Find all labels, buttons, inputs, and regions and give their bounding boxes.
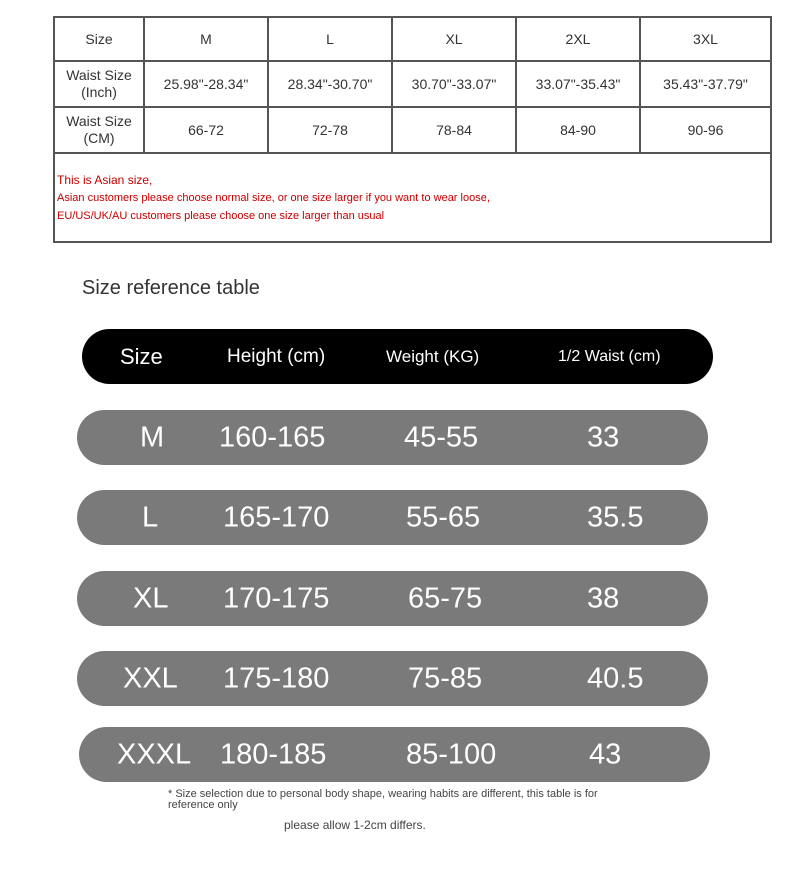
- table-cell: 25.98"-28.34": [144, 61, 268, 107]
- row-size: XL: [133, 582, 169, 614]
- table-cell: 78-84: [392, 107, 516, 153]
- row-waist: 43: [589, 738, 622, 770]
- reference-row: [79, 727, 710, 782]
- header-waist: 1/2 Waist (cm): [558, 347, 661, 365]
- row-waist: 33: [587, 421, 620, 453]
- row-weight: 65-75: [408, 582, 483, 614]
- row-waist: 38: [587, 582, 620, 614]
- row-weight: 55-65: [406, 501, 481, 533]
- row-label-line: (CM): [83, 130, 115, 146]
- header-cell: 3XL: [640, 17, 771, 61]
- size-chart-table: [53, 16, 772, 243]
- reference-row: [77, 571, 708, 626]
- row-size: M: [140, 421, 165, 453]
- row-height: 160-165: [219, 421, 326, 453]
- row-label: [54, 107, 144, 153]
- row-size: XXL: [123, 662, 178, 694]
- row-waist: 40.5: [587, 662, 644, 694]
- table-cell: 35.43"-37.79": [640, 61, 771, 107]
- table-cell: 30.70"-33.07": [392, 61, 516, 107]
- note-line: Asian customers please choose normal size, or one size larger if you want to wear loose,: [57, 191, 490, 204]
- table-cell: 28.34"-30.70": [268, 61, 392, 107]
- reference-footnote-tolerance: please allow 1-2cm differs.: [284, 818, 426, 832]
- table-cell: 90-96: [640, 107, 771, 153]
- row-label-line: (Inch): [81, 84, 117, 100]
- table-row: [54, 61, 771, 107]
- reference-table-title: Size reference table: [82, 277, 260, 299]
- row-height: 175-180: [223, 662, 330, 694]
- reference-header-pill: [82, 329, 713, 384]
- header-cell: XL: [392, 17, 516, 61]
- row-waist: 35.5: [587, 501, 644, 533]
- row-height: 170-175: [223, 582, 330, 614]
- header-cell: 2XL: [516, 17, 640, 61]
- reference-row: [77, 490, 708, 545]
- reference-row: [77, 651, 708, 706]
- note-line: This is Asian size,: [57, 172, 153, 187]
- header-cell: Size: [54, 17, 144, 61]
- row-weight: 85-100: [406, 738, 497, 770]
- header-size: Size: [120, 343, 163, 369]
- size-chart-header-row: [54, 17, 771, 61]
- row-label-line: Waist Size: [66, 113, 132, 129]
- row-height: 165-170: [223, 501, 330, 533]
- table-row: [54, 107, 771, 153]
- notes-cell: [54, 153, 771, 242]
- notes-row: [54, 153, 771, 242]
- reference-footnote: * Size selection due to personal body shape, wearing habits are different, this table is for reference only: [168, 788, 598, 811]
- row-size: XXXL: [117, 738, 192, 770]
- table-cell: 66-72: [144, 107, 268, 153]
- note-line: EU/US/UK/AU customers please choose one size larger than usual: [57, 209, 385, 222]
- table-cell: 33.07"-35.43": [516, 61, 640, 107]
- reference-row: [77, 410, 708, 465]
- row-label: [54, 61, 144, 107]
- header-cell: M: [144, 17, 268, 61]
- row-label-line: Waist Size: [66, 67, 132, 83]
- row-weight: 75-85: [408, 662, 483, 694]
- table-cell: 72-78: [268, 107, 392, 153]
- row-height: 180-185: [220, 738, 327, 770]
- table-cell: 84-90: [516, 107, 640, 153]
- header-cell: L: [268, 17, 392, 61]
- header-height: Height (cm): [227, 345, 326, 367]
- row-size: L: [142, 501, 159, 533]
- header-weight: Weight (KG): [386, 346, 480, 366]
- row-weight: 45-55: [404, 421, 479, 453]
